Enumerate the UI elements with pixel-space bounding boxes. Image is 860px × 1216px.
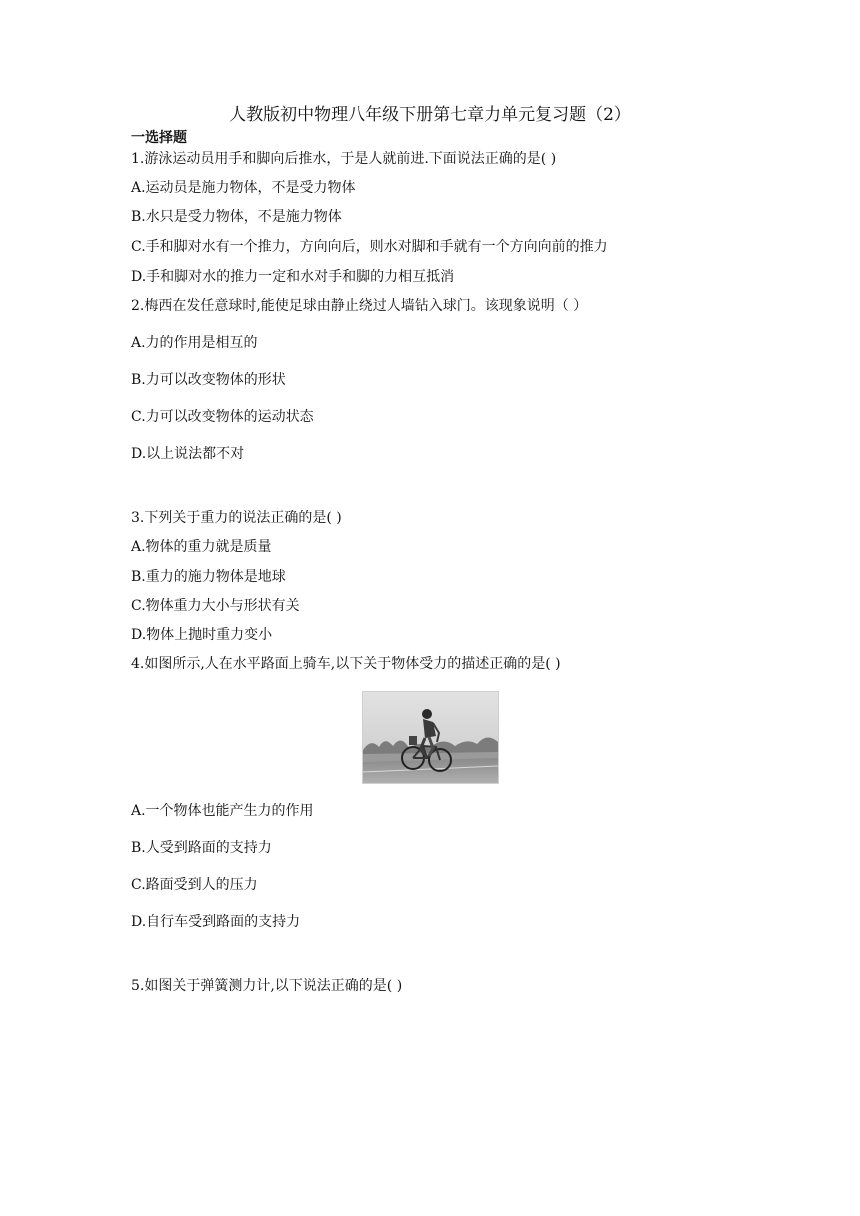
question-2-option-d: D.以上说法都不对 <box>131 446 245 462</box>
question-2-option-b: B.力可以改变物体的形状 <box>131 372 286 388</box>
question-4-option-a: A.一个物体也能产生力的作用 <box>131 803 314 819</box>
question-3-stem: 3.下列关于重力的说法正确的是( ) <box>131 510 342 526</box>
question-3-option-c: C.物体重力大小与形状有关 <box>131 598 300 614</box>
cyclist-photo <box>362 691 499 784</box>
question-2-option-c: C.力可以改变物体的运动状态 <box>131 409 314 425</box>
question-3-option-b: B.重力的施力物体是地球 <box>131 569 286 585</box>
question-3-option-a: A.物体的重力就是质量 <box>131 539 272 555</box>
question-1-option-b: B.水只是受力物体，不是施力物体 <box>131 209 342 225</box>
question-1-option-d: D.手和脚对水的推力一定和水对手和脚的力相互抵消 <box>131 269 455 285</box>
question-4-option-b: B.人受到路面的支持力 <box>131 840 272 856</box>
document-title: 人教版初中物理八年级下册第七章力单元复习题（2） <box>229 105 631 125</box>
section-heading: 一选择题 <box>131 130 187 146</box>
question-2-stem: 2.梅西在发任意球时,能使足球由静止绕过人墙钻入球门。该现象说明（ ） <box>131 298 588 314</box>
question-4-option-d: D.自行车受到路面的支持力 <box>131 914 301 930</box>
question-4-option-c: C.路面受到人的压力 <box>131 877 258 893</box>
question-1-stem: 1.游泳运动员用手和脚向后推水，于是人就前进.下面说法正确的是( ) <box>131 151 557 167</box>
question-3-option-d: D.物体上抛时重力变小 <box>131 627 273 643</box>
question-1-option-a: A.运动员是施力物体，不是受力物体 <box>131 180 356 196</box>
question-4-stem: 4.如图所示,人在水平路面上骑车,以下关于物体受力的描述正确的是( ) <box>131 656 561 672</box>
question-2-option-a: A.力的作用是相互的 <box>131 335 258 351</box>
question-1-option-c: C.手和脚对水有一个推力，方向向后，则水对脚和手就有一个方向向前的推力 <box>131 239 608 255</box>
question-5-stem: 5.如图关于弹簧测力计,以下说法正确的是( ) <box>131 978 403 994</box>
cyclist-illustration <box>363 692 498 783</box>
